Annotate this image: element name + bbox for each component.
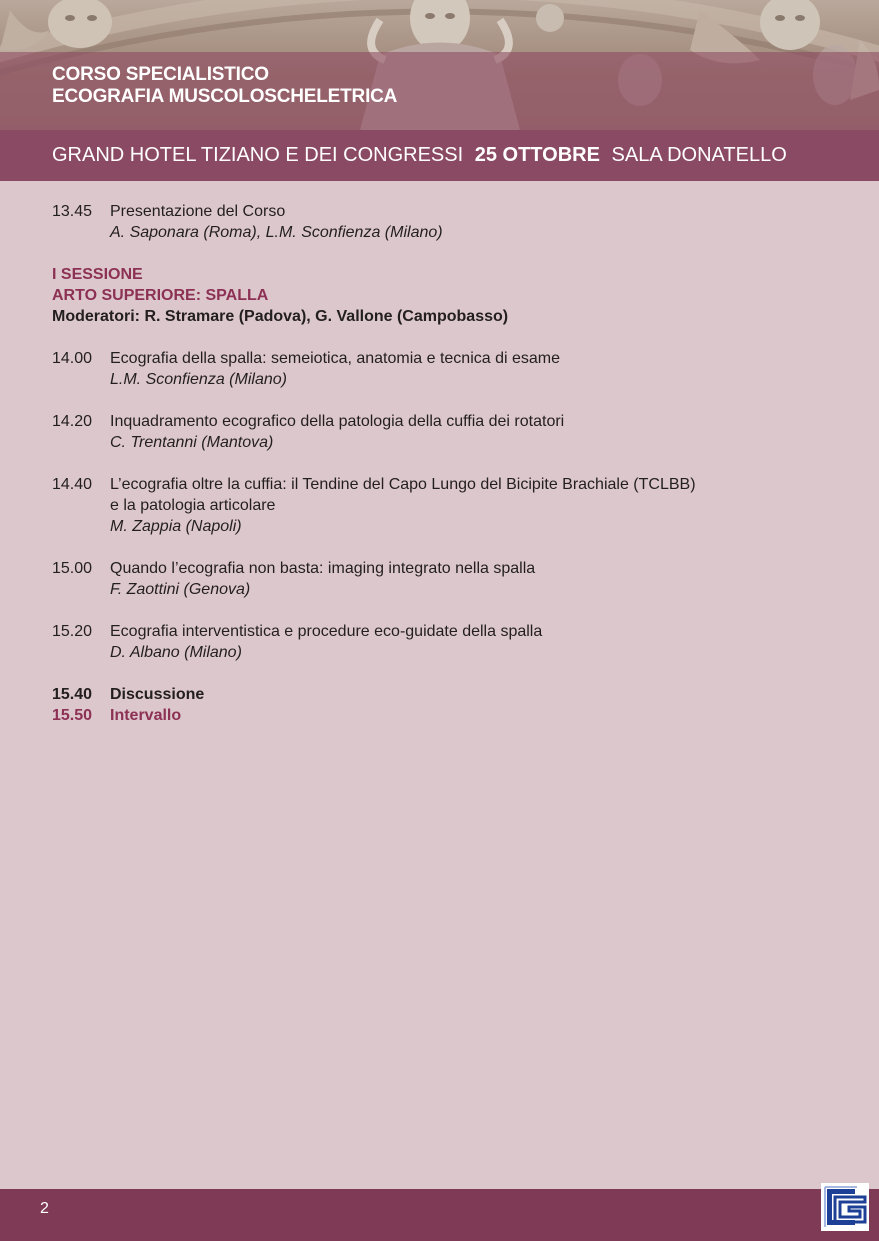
venue-room: SALA DONATELLO [611, 144, 787, 166]
schedule-speaker: C. Trentanni (Mantova) [110, 434, 274, 451]
schedule-title: Presentazione del Corso [110, 203, 286, 220]
organizer-logo [821, 1183, 869, 1231]
schedule-title: Ecografia della spalla: semeiotica, anatomia e tecnica di esame [110, 350, 561, 367]
schedule-item [52, 411, 852, 453]
schedule-title: Inquadramento ecografico della patologia della cuffia dei rotatori [110, 413, 565, 430]
schedule-time: 14.40 [52, 476, 93, 493]
schedule-title: Intervallo [110, 707, 182, 724]
session-label: I SESSIONE [52, 266, 143, 283]
schedule-item [52, 474, 852, 537]
schedule-speaker: M. Zappia (Napoli) [110, 518, 242, 535]
schedule-speaker: A. Saponara (Roma), L.M. Sconfienza (Milano) [110, 224, 443, 241]
schedule-title: L’ecografia oltre la cuffia: il Tendine del Capo Lungo del Bicipite Brachiale (TCLBB) [110, 476, 696, 493]
schedule-item [52, 621, 852, 663]
schedule-speaker: D. Albano (Milano) [110, 644, 242, 661]
schedule-title: Ecografia interventistica e procedure eco-guidate della spalla [110, 623, 543, 640]
page-footer [0, 1189, 879, 1241]
schedule-time: 14.20 [52, 413, 93, 430]
page-number: 2 [40, 1200, 49, 1217]
schedule-time: 15.00 [52, 560, 93, 577]
schedule-speaker: F. Zaottini (Genova) [110, 581, 251, 598]
schedule-item [52, 348, 852, 390]
schedule-time: 14.00 [52, 350, 93, 367]
schedule-item-opening [52, 201, 852, 243]
schedule-item [52, 558, 852, 600]
venue-bar [0, 130, 879, 181]
schedule-title-continued: e la patologia articolare [110, 497, 276, 514]
course-title-line-1: CORSO SPECIALISTICO [52, 64, 269, 85]
schedule-title: Discussione [110, 686, 205, 703]
schedule-title: Quando l’ecografia non basta: imaging integrato nella spalla [110, 560, 536, 577]
schedule-speaker: L.M. Sconfienza (Milano) [110, 371, 287, 388]
schedule-time: 15.20 [52, 623, 93, 640]
schedule-time: 13.45 [52, 203, 93, 220]
schedule-item-break [52, 705, 852, 726]
organizer-logo-icon [821, 1183, 869, 1231]
schedule-item-discussion [52, 684, 852, 705]
schedule-time: 15.50 [52, 707, 93, 724]
venue-date: 25 OTTOBRE [474, 144, 600, 166]
course-title [52, 64, 397, 108]
session-topic: ARTO SUPERIORE: SPALLA [52, 287, 269, 304]
venue-hotel: GRAND HOTEL TIZIANO E DEI CONGRESSI [52, 144, 464, 166]
course-title-line-2: ECOGRAFIA MUSCOLOSCHELETRICA [52, 86, 398, 107]
schedule-time: 15.40 [52, 686, 93, 703]
program-schedule [52, 201, 852, 726]
session-moderators: Moderatori: R. Stramare (Padova), G. Vallone (Campobasso) [52, 308, 509, 325]
